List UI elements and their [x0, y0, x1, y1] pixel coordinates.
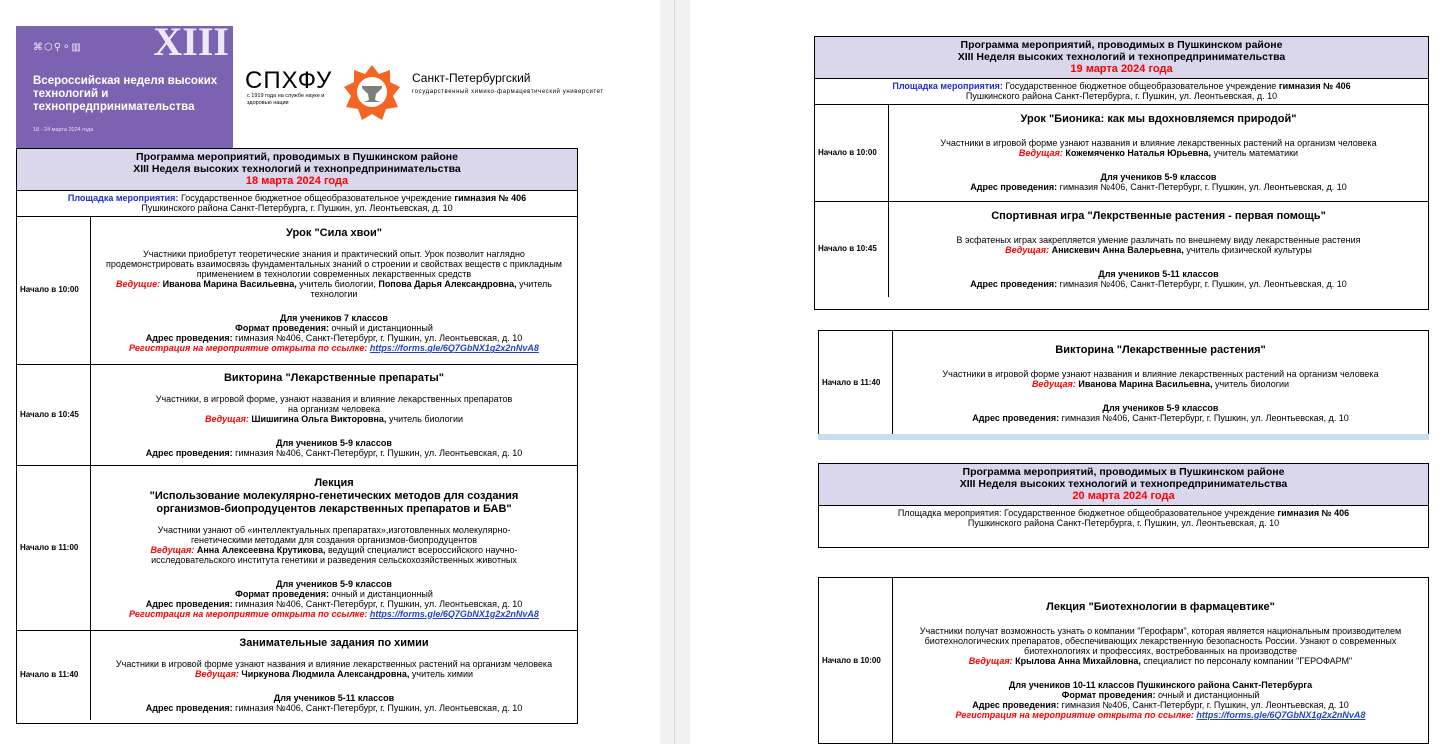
schedule-table-day20 — [818, 463, 1429, 548]
event-address: Адрес проведения: гимназия №406, Санкт-Петербург, г. Пушкин, ул. Леонтьевская, д. 10 — [972, 412, 1349, 423]
event-title: Урок "Бионика: как мы вдохновляемся природой" — [1020, 113, 1297, 126]
event-cell — [91, 630, 578, 720]
registration-link[interactable]: https://forms.gle/6Q7GbNX1g2x2nNvA8 — [1196, 710, 1366, 720]
event-title: Лекция — [314, 476, 354, 489]
event-address: Адрес проведения: гимназия №406, Санкт-Петербург, г. Пушкин, ул. Леонтьевская, д. 10 — [970, 182, 1347, 193]
event-row — [17, 364, 577, 465]
events-table — [17, 217, 577, 720]
university-motto: с 1919 года на службе науке и здоровью нации — [247, 93, 325, 106]
event-row — [17, 465, 577, 630]
event-time: Начало в 11:40 — [17, 630, 91, 720]
banner-roman-numeral: XIII — [153, 26, 229, 64]
venue-address: Пушкинского района Санкт-Петербурга, г. Пушкин, ул. Леонтьевская, д. 10 — [965, 91, 1278, 101]
banner-title: Всероссийская неделя высоких технологий и технопредпринимательства — [33, 75, 218, 113]
university-name: Санкт-Петербургский — [412, 71, 531, 85]
week-title: XIII Неделя высоких технологий и технопредпринимательства — [957, 51, 1286, 63]
event-format: Формат проведения: очный и дистанционный — [1061, 690, 1260, 700]
venue-address: Пушкинского района Санкт-Петербурга, г. Пушкин, ул. Леонтьевская, д. 10 — [967, 518, 1280, 528]
venue-key: Площадка мероприятия: — [67, 193, 179, 203]
event-lead: Ведущая: Крылова Анна Михайловна, специалист по персоналу компании "ГЕРОФАРМ" — [968, 656, 1353, 666]
events-table — [819, 578, 1428, 743]
university-emblem-icon — [342, 62, 402, 122]
event-registration: Регистрация на мероприятие открыта по ссылке: https://forms.gle/6Q7GbNX1g2x2nNvA8 — [129, 608, 539, 619]
event-time: Начало в 10:00 — [819, 578, 893, 743]
university-subtitle: государственный химико-фармацевтический университет — [412, 89, 604, 95]
document-page-right — [690, 0, 1444, 744]
schedule-header — [819, 464, 1428, 506]
registration-link[interactable]: https://forms.gle/6Q7GbNX1g2x2nNvA8 — [369, 608, 539, 619]
event-cell — [893, 331, 1429, 435]
event-lead: Ведущая: Чиркунова Людмила Александровна, учитель химии — [194, 669, 474, 680]
schedule-table-day20-events — [818, 577, 1429, 744]
venue-info — [17, 191, 577, 217]
event-audience: Для учеников 5-11 классов — [273, 693, 395, 704]
event-description: Участники в игровой форме узнают названия и влияние лекарственных растений на организм человека — [942, 368, 1379, 379]
university-abbreviation: СПХФУ — [245, 67, 333, 94]
event-address: Адрес проведения: гимназия №406, Санкт-Петербург, г. Пушкин, ул. Леонтьевская, д. 10 — [145, 333, 523, 344]
banner-dates: 18 - 24 марта 2024 года — [33, 127, 94, 133]
venue-key: Площадка мероприятия: — [892, 81, 1003, 91]
event-leads: Ведущие: Иванова Марина Васильевна, учитель биологии, Попова Дарья Александровна, учитель технологии — [116, 279, 552, 300]
event-audience: Для учеников 10-11 классов Пушкинского района Санкт-Петербурга — [1008, 680, 1313, 690]
event-lead: Ведущая: Кожемяченко Наталья Юрьевна, учитель математики — [1018, 148, 1299, 159]
event-registration: Регистрация на мероприятие открыта по ссылке: https://forms.gle/6Q7GbNX1g2x2nNvA8 — [129, 343, 539, 354]
venue-text: Государственное бюджетное общеобразовательное учреждение — [180, 193, 452, 203]
events-table — [819, 331, 1428, 435]
week-title: XIII Неделя высоких технологий и технопредпринимательства — [959, 478, 1288, 490]
program-title: Программа мероприятий, проводимых в Пушкинском районе — [962, 466, 1285, 478]
venue-address: Пушкинского района Санкт-Петербурга, г. Пушкин, ул. Леонтьевская, д. 10 — [141, 203, 453, 213]
schedule-date: 19 марта 2024 года — [1070, 63, 1173, 75]
event-row — [819, 331, 1428, 435]
schedule-header — [815, 37, 1428, 79]
event-title-full: "Использование молекулярно-генетических методов для создания организмов-биопродуцентов лекарственных препаратов и БАВ" — [149, 489, 519, 515]
event-address: Адрес проведения: гимназия №406, Санкт-Петербург, г. Пушкин, ул. Леонтьевская, д. 10 — [972, 700, 1349, 710]
registration-link[interactable]: https://forms.gle/6Q7GbNX1g2x2nNvA8 — [369, 343, 539, 354]
schedule-date: 20 марта 2024 года — [1072, 490, 1175, 502]
venue-name: гимназия № 406 — [454, 193, 527, 203]
page-divider — [674, 0, 675, 744]
schedule-date: 18 марта 2024 года — [245, 175, 349, 187]
event-cell — [893, 578, 1429, 743]
event-audience: Для учеников 5-9 классов — [276, 437, 392, 448]
event-title: Занимательные задания по химии — [239, 637, 429, 650]
event-description: Участники приобретут теоретические знания и практический опыт. Урок позволит наглядно продемонстрировать взаимосвязь фундаментальных знаний о строении и свойствах веществ с прикладным применением в технологии современных лекарственных средств — [106, 249, 562, 280]
event-address: Адрес проведения: гимназия №406, Санкт-Петербург, г. Пушкин, ул. Леонтьевская, д. 10 — [970, 278, 1347, 289]
event-description: Участники, в игровой форме, узнают названия и влияние лекарственных препаратов на организм человека — [155, 393, 513, 414]
event-address: Адрес проведения: гимназия №406, Санкт-Петербург, г. Пушкин, ул. Леонтьевская, д. 10 — [145, 703, 523, 714]
event-time: Начало в 11:00 — [17, 465, 91, 630]
schedule-table-day19 — [814, 36, 1429, 310]
event-title: Спортивная игра "Лекрственные растения - первая помощь" — [991, 209, 1326, 222]
event-title: Викторина "Лекарственные растения" — [1055, 343, 1266, 356]
schedule-table-day18 — [16, 148, 578, 724]
event-banner — [16, 26, 233, 148]
event-audience: Для учеников 5-9 классов — [276, 578, 392, 589]
event-format: Формат проведения: очный и дистанционный — [235, 588, 433, 599]
venue-text: Государственное бюджетное общеобразовательное учреждение — [1005, 81, 1277, 91]
event-row — [815, 105, 1428, 201]
event-description: В эсфатеных играх закрепляется умение различать по внешнему виду лекарственные растения — [956, 234, 1361, 245]
event-lead: Ведущая: Анна Алексеевна Крутикова, ведущий специалист всероссийского научно-исследовательского института генетики и разведения сельскохозяйственных животных — [150, 544, 518, 565]
event-cell — [91, 364, 578, 465]
event-format: Формат проведения: очный и дистанционный — [235, 323, 433, 334]
event-description: Участники в игровой форме узнают названия и влияние лекарственных растений на организм человека — [115, 659, 553, 670]
event-title: Викторина "Лекарственные препараты" — [223, 371, 445, 384]
event-description: Участники узнают об «интеллектуальных препаратах»,изготовленных молекулярно-генетическими методами для создания организмов-биопродуцентов — [157, 524, 511, 545]
event-description: Участники в игровой форме узнают названия и влияние лекарственных растений на организм человека — [940, 138, 1377, 149]
event-audience: Для учеников 7 классов — [280, 313, 388, 324]
schedule-header — [17, 149, 577, 191]
week-title: XIII Неделя высоких технологий и технопредпринимательства — [133, 163, 461, 175]
event-cell — [91, 217, 578, 364]
event-row — [819, 578, 1428, 743]
program-title: Программа мероприятий, проводимых в Пушкинском районе — [136, 151, 458, 163]
event-title: Лекция "Биотехнологии в фармацевтике" — [1046, 601, 1275, 613]
event-time: Начало в 10:45 — [815, 201, 889, 297]
venue-info — [819, 506, 1428, 531]
event-lead: Ведущая: Анискевич Анна Валерьевна, учитель физической культуры — [1005, 244, 1312, 255]
venue-name: гимназия № 406 — [1278, 81, 1351, 91]
venue-info — [815, 79, 1428, 105]
event-time: Начало в 10:00 — [815, 105, 889, 201]
event-address: Адрес проведения: гимназия №406, Санкт-Петербург, г. Пушкин, ул. Леонтьевская, д. 10 — [145, 598, 523, 609]
event-time: Начало в 10:00 — [17, 217, 91, 364]
event-address: Адрес проведения: гимназия №406, Санкт-Петербург, г. Пушкин, ул. Леонтьевская, д. 10 — [145, 447, 523, 458]
event-description: Участники получат возможность узнать о компании "Герофарм", которая является национальным производителем биотехнологических препаратов, обеспечивающих лекарственную безопасность России. Узнают о современных биотехнологиях и профессиях, востребованных на производстве — [919, 626, 1402, 656]
event-time: Начало в 10:45 — [17, 364, 91, 465]
event-lead: Ведущая: Иванова Марина Васильевна, учитель биологии — [1031, 378, 1290, 389]
venue-name: гимназия № 406 — [1277, 508, 1350, 518]
event-cell — [889, 201, 1429, 297]
event-title: Урок "Сила хвои" — [286, 227, 382, 240]
event-audience: Для учеников 5-11 классов — [1098, 268, 1219, 279]
event-audience: Для учеников 5-9 классов — [1100, 172, 1217, 183]
venue-key: Площадка мероприятия: — [897, 508, 1002, 518]
schedule-table-day19-cont — [818, 330, 1429, 436]
events-table — [815, 105, 1428, 297]
event-registration: Регистрация на мероприятие открыта по ссылке: https://forms.gle/6Q7GbNX1g2x2nNvA8 — [955, 710, 1366, 720]
event-lead: Ведущая: Шишигина Ольга Викторовна, учитель биологии — [204, 413, 464, 424]
page-gap — [660, 0, 690, 744]
event-cell — [91, 465, 578, 630]
event-audience: Для учеников 5-9 классов — [1102, 402, 1219, 413]
event-cell — [889, 105, 1429, 201]
program-title: Программа мероприятий, проводимых в Пушкинском районе — [960, 39, 1283, 51]
banner-icons: ⌘⬡⚲⚬▥ — [33, 42, 82, 53]
event-row — [17, 217, 577, 364]
document-page-left — [0, 0, 660, 744]
cut-edge — [818, 434, 1429, 440]
event-time: Начало в 11:40 — [819, 331, 893, 435]
event-row — [815, 201, 1428, 297]
venue-text: Государственное бюджетное общеобразовательное учреждение — [1003, 508, 1275, 518]
event-row — [17, 630, 577, 720]
